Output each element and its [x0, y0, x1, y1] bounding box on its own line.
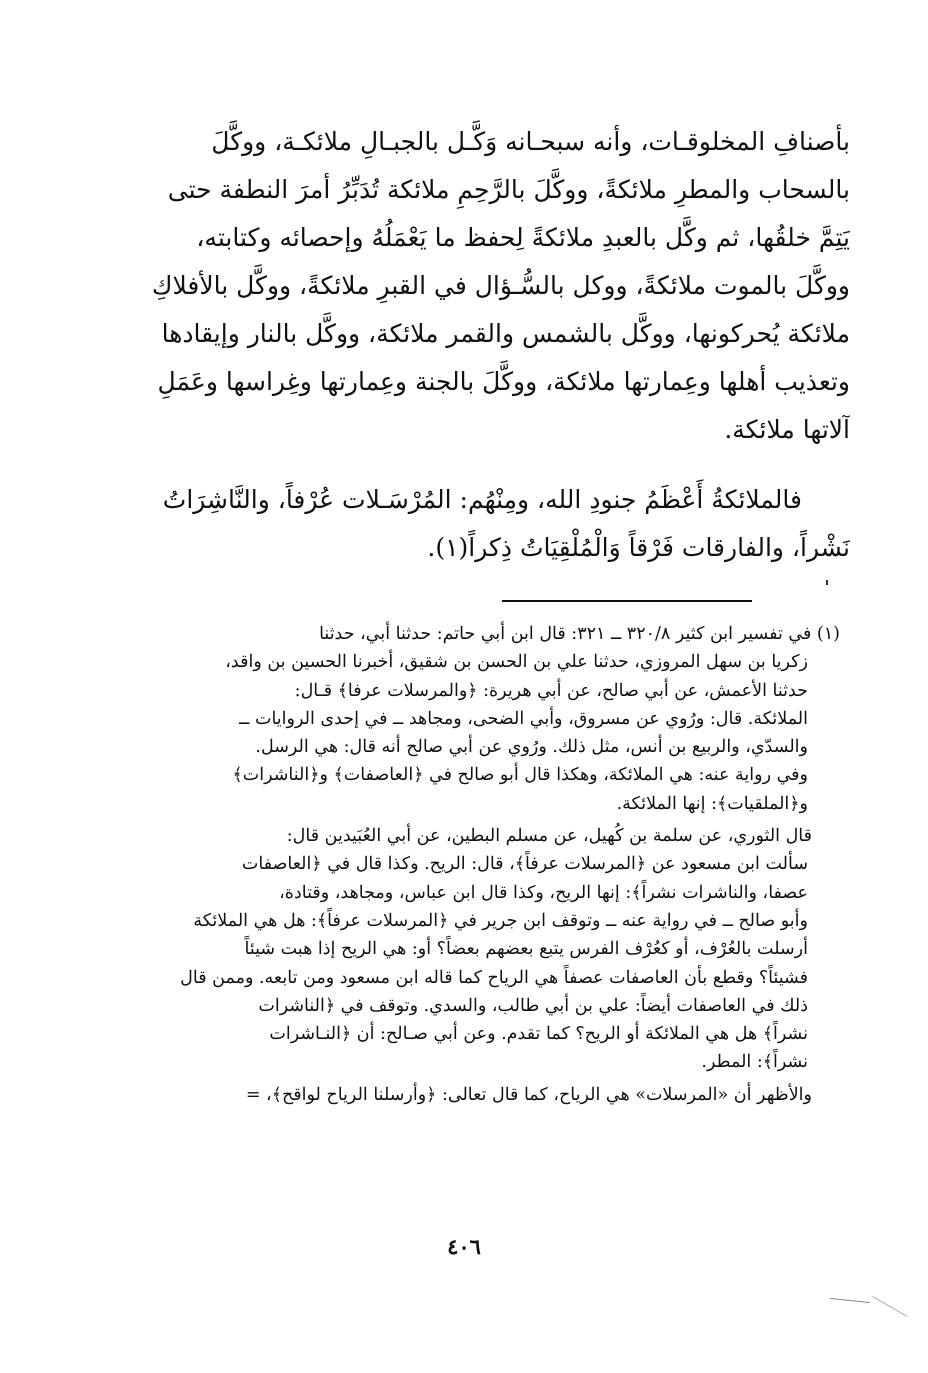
footnote-line: حدثنا الأعمش، عن أبي صالح، عن أبي هريرة: ﴿والمرسلات عرفا﴾ قـال: [294, 680, 808, 701]
footnote-line: نشراً﴾ هل هي الملائكة أو الريح؟ كما تقدم. وعن أبي صـالح: أن ﴿النـاشرات [269, 1024, 808, 1045]
footnotes [78, 620, 840, 1109]
footnote-line: أرسلت بالعُرْف، أو كعُرْف الفرس يتبع بعضهم بعضاً؟ أو: هي الريح إذا هبت شيئاً [244, 939, 808, 960]
text-line: بالسحاب والمطرِ ملائكةً، ووكَّلَ بالرَّحِمِ ملائكة تُدَبِّرُ أمرَ النطفة حتى [167, 175, 850, 204]
footnote-block-2 [78, 822, 840, 1077]
footnote-line: والأظهر أن «المرسلات» هي الرياح، كما قال تعالى: ﴿وأرسلنا الرياح لواقح﴾، = [245, 1084, 812, 1105]
footnote-line: وأبو صالح ــ في رواية عنه ــ وتوقف ابن جرير في ﴿المرسلات عرفاً﴾: هل هي الملائكة [193, 910, 808, 931]
scan-speck [830, 1298, 870, 1303]
footnote-line: (١) في تفسير ابن كثير ٣٢٠/٨ ــ ٣٢١: قال ابن أبي حاتم: حدثنا أبي، حدثنا [319, 624, 840, 644]
footnote-line: قال الثوري، عن سلمة بن كُهيل، عن مسلم البطين، عن أبي العُبَيدين قال: [286, 826, 812, 847]
text-line: آلاتها ملائكة. [724, 415, 850, 444]
footnote-block-3 [78, 1081, 840, 1109]
paragraph-1 [80, 118, 850, 454]
footnote-block-1 [78, 620, 840, 818]
text-line: بأصنافِ المخلوقـات، وأنه سبحـانه وَكَّـل بالجبـالِ ملائكـة، ووكَّلَ [211, 127, 850, 156]
text-line: وتعذيب أهلها وعِمارتها ملائكة، ووكَّلَ بالجنة وعِمارتها وغِراسها وعَمَلِ [157, 367, 850, 396]
text-line: فالملائكةُ أَعْظَمُ جنودِ الله، ومِنْهُم: المُرْسَـلات عُرْفاً، والنَّاشِرَاتُ [162, 485, 802, 514]
footnote-line: عصفا، والناشرات نشراً﴾: إنها الريح، وكذا قال ابن عباس، ومجاهد، وقتادة، [279, 882, 808, 903]
footnote-line: سألت ابن مسعود عن ﴿المرسلات عرفاً﴾، قال: الريح. وكذا قال في ﴿العاصفات [241, 854, 808, 875]
paragraph-2 [80, 476, 850, 572]
footnote-line: نشراً﴾: المطر. [701, 1052, 808, 1073]
footnote-line: فشيئاً؟ وقطع بأن العاصفات عصفاً هي الرياح كما قاله ابن مسعود ومن تابعه. وممن قال [180, 967, 808, 988]
text-line: نَشْراً، والفارقات فَرْقاً وَالْمُلْقِيَاتُ ذِكراً(١). [427, 533, 850, 562]
footnote-line: والسدّي، والربيع بن أنس، مثل ذلك. ورُوي عن أبي صالح أنه قال: هي الرسل. [255, 737, 808, 758]
footnote-separator [502, 600, 752, 602]
page-number: ٤٠٦ [447, 1234, 481, 1259]
footnote-line: ذلك في العاصفات أيضاً: علي بن أبي طالب، والسدي. وتوقف في ﴿الناشرات [258, 995, 808, 1016]
text-line: ووكَّلَ بالموت ملائكةً، ووكل بالسُّـؤال في القبرِ ملائكةً، ووكَّل بالأفلاكِ [151, 271, 850, 300]
scan-speck [826, 580, 828, 585]
main-text [80, 118, 850, 572]
footnote-line: و﴿الملقيات﴾: إنها الملائكة. [616, 793, 808, 814]
text-line: ملائكة يُحركونها، ووكَّل بالشمس والقمر ملائكة، ووكَّل بالنار وإيقادها [161, 319, 850, 348]
footnote-line: وفي رواية عنه: هي الملائكة، وهكذا قال أبو صالح في ﴿العاصفات﴾ و﴿الناشرات﴾ [232, 765, 808, 786]
scan-speck [872, 1296, 907, 1317]
footnote-line: زكريا بن سهل المروزي، حدثنا علي بن الحسن بن شقيق، أخبرنا الحسين بن واقد، [225, 652, 808, 673]
footnote-line: الملائكة. قال: ورُوي عن مسروق، وأبي الضحى، ومجاهد ــ في إحدى الروايات ــ [239, 708, 808, 729]
text-line: يَتِمَّ خلقُها، ثم وكَّل بالعبدِ ملائكةً لِحفظ ما يَعْمَلُهُ وإحصائه وكتابته، [196, 223, 850, 252]
